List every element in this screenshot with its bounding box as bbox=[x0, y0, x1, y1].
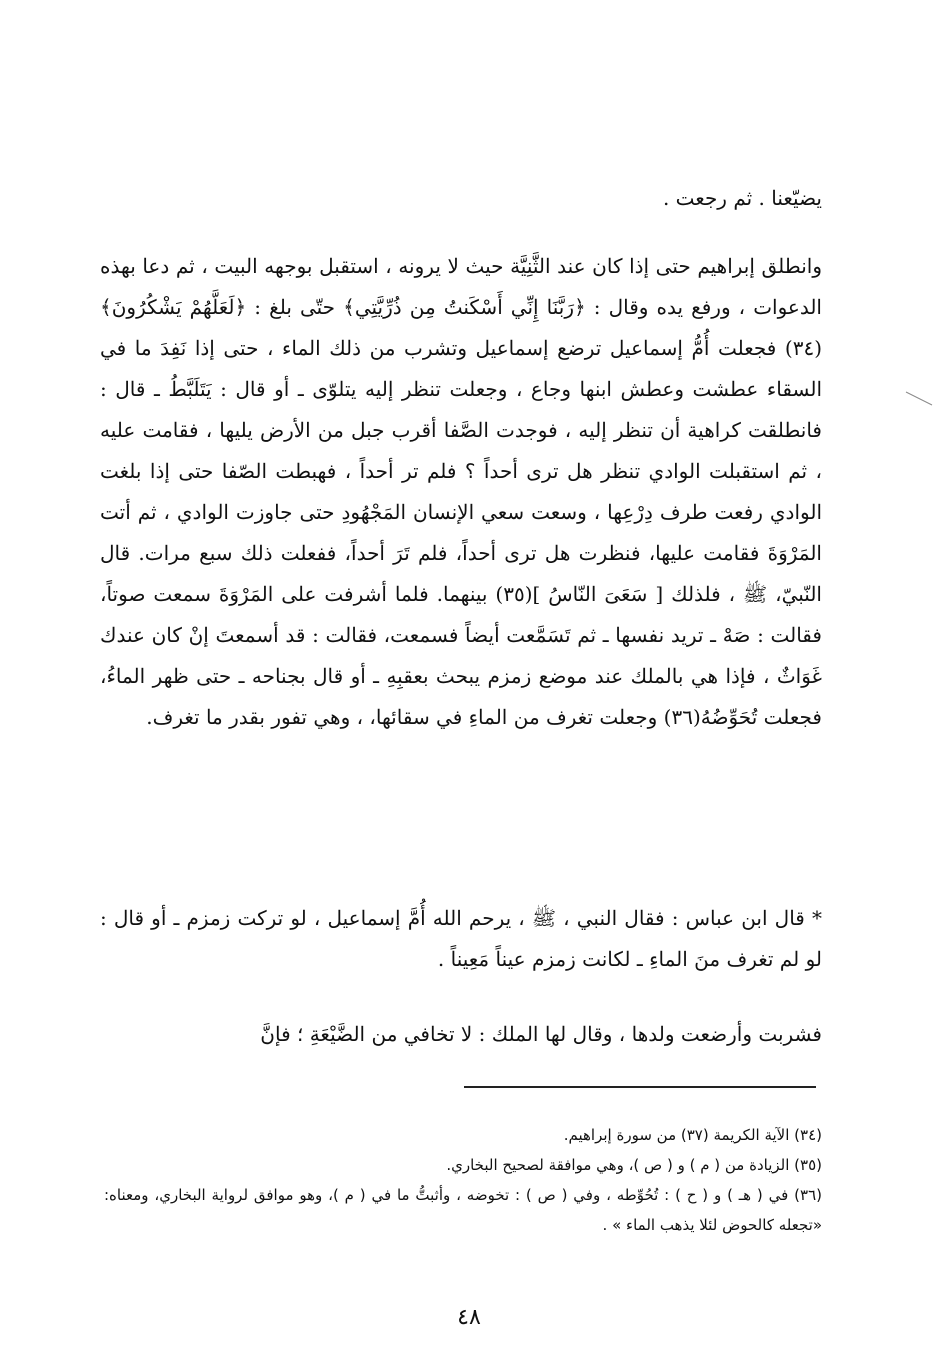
margin-pen-mark bbox=[904, 388, 934, 408]
footnote-35: (٣٥) الزيادة من ( م ) و ( ص )، وهي موافقة لصحيح البخاري. bbox=[446, 1156, 822, 1174]
intro-paragraph: يضيّعنا . ثم رجعت . bbox=[662, 186, 822, 210]
footnote-36: (٣٦) في ( هـ ) و ( ح ) : تُحُوِّطه ، وفي ( ص ) : تخوضه ، وأثبتُّ ما في ( م )، وهو موافق لرواية البخاري، ومعناه: «تجعله كالحوض لئلا يذهب الماء » . bbox=[104, 1186, 822, 1234]
main-paragraph: وانطلق إبراهيم حتى إذا كان عند الثَّنِيَّة حيث لا يرونه ، استقبل بوجهه البيت ، ثم دعا بهذه الدعوات ، ورفع يده وقال : ﴿رَبَّنَا إِنِّي أَسْكَنتُ مِن ذُرِّيَّتِي﴾ حتّى بلغ : ﴿لَعَلَّهُمْ يَشْكُرُونَ﴾(٣٤) فجعلت أُمُّ إسماعيل ترضع إسماعيل وتشرب من ذلك الماء ، حتى إذا نَفِدَ ما في السقاء عطشت وعطش ابنها وجاع ، وجعلت تنظر إليه يتلوّى ـ أو قال : يَتَلَبَّطُ ـ قال : فانطلقت كراهية أن تنظر إليه ، فوجدت الصَّفا أقرب جبل من الأرض يليها ، فقامت عليه ، ثم استقبلت الوادي تنظر هل ترى أحداً ؟ فلم تر أحداً ، فهبطت الصّفا حتى إذا بلغت الوادي رفعت طرف دِرْعِها ، وسعت سعي الإنسان المَجْهُودِ حتى جاوزت الوادي ، ثم أتت المَرْوَةَ فقامت عليها، فنظرت هل ترى أحداً، فلم تَرَ أحداً، ففعلت ذلك سبع مرات. قال النّبيّ، ﷺ ، فلذلك [ سَعَىَ النّاسُ ](٣٥) بينهما. فلما أشرفت على المَرْوَةَ سمعت صوتاً، فقالت : صَهْ ـ تريد نفسها ـ ثم تَسَمَّعت أيضاً فسمعت، فقالت : قد أسمعتَ إنْ كان عندك غَوَاثٌ ، فإذا هي بالملك عند موضع زمزم يبحث بعقبِهِ ـ أو قال بجناحه ـ حتى ظهر الماءُ، فجعلت تُحَوِّضُهُ(٣٦) وجعلت تغرف من الماءِ في سقائها، ، وهي تفور بقدر ما تغرف. bbox=[100, 254, 823, 729]
drink-paragraph: فشربت وأرضعت ولدها ، وقال لها الملك : لا تخافي من الضَّيْعَةِ ؛ فإنَّ bbox=[260, 1022, 822, 1046]
page-number: ٤٨ bbox=[457, 1305, 481, 1330]
footnote-34: (٣٤) الآية الكريمة (٣٧) من سورة إبراهيم. bbox=[563, 1126, 822, 1144]
footnotes-list bbox=[104, 1120, 822, 1240]
footnote-divider bbox=[464, 1086, 816, 1088]
ibn-abbas-paragraph: * قال ابن عباس : فقال النبي ، ﷺ ، يرحم الله أُمَّ إسماعيل ، لو تركت زمزم ـ أو قال : لو لم تغرف منَ الماءِ ـ لكانت زمزم عيناً مَعِيناً . bbox=[100, 906, 822, 971]
